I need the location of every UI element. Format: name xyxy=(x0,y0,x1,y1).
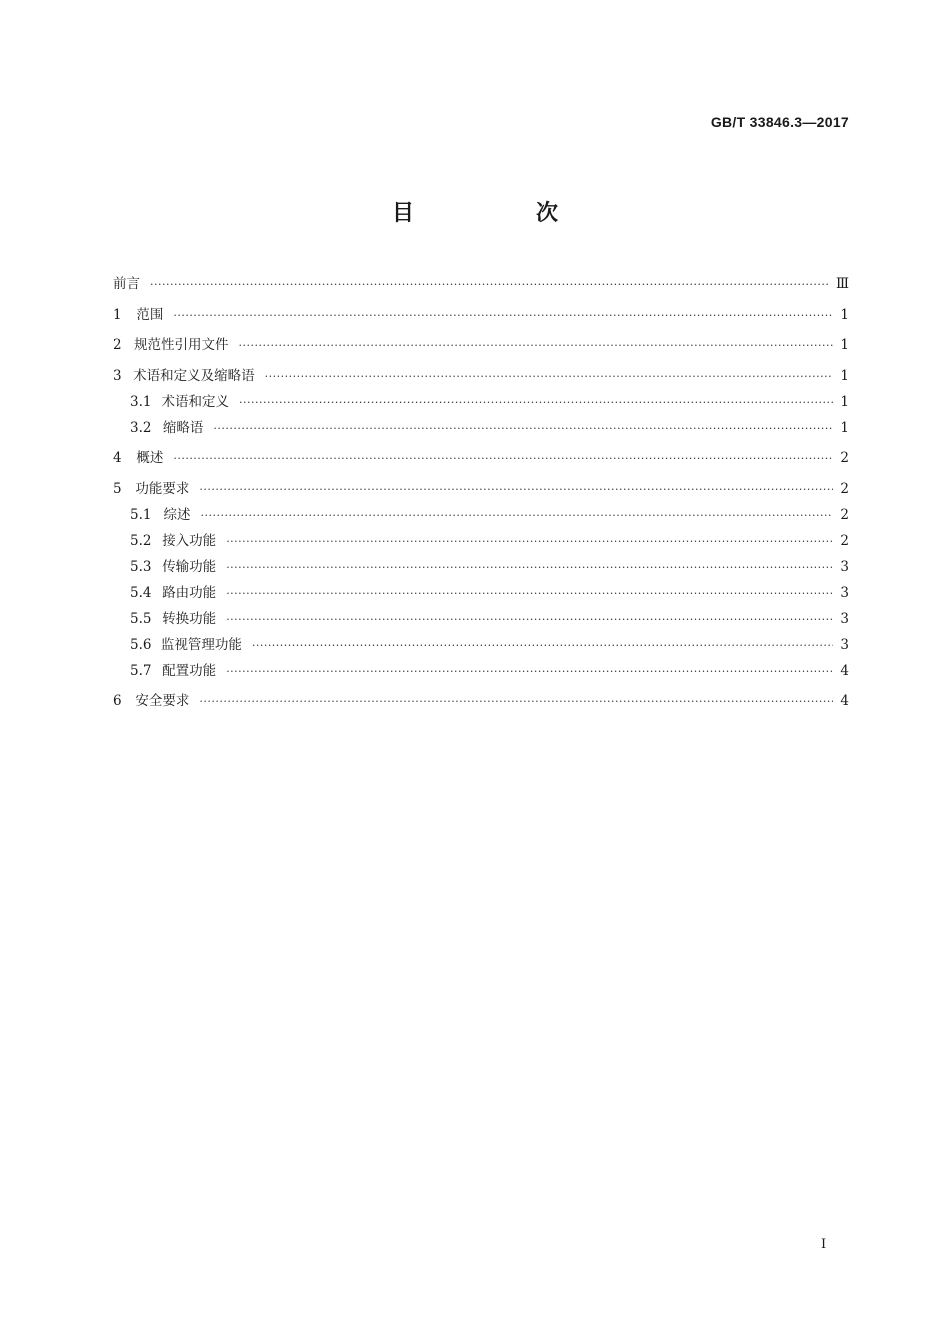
toc-entry-page: 3 xyxy=(840,558,849,575)
toc-leader xyxy=(199,480,833,500)
toc-leader xyxy=(239,336,833,356)
toc-entry-number: 5.3 xyxy=(130,558,152,575)
toc-leader xyxy=(226,558,833,578)
toc-entry-label: 术语和定义 xyxy=(161,393,229,410)
toc-subentry[interactable] xyxy=(113,661,849,682)
toc-entry[interactable] xyxy=(113,305,849,326)
toc-entry-page: 4 xyxy=(840,693,849,709)
toc-entry-label: 综述 xyxy=(163,506,191,523)
toc-subentry[interactable] xyxy=(113,531,849,552)
standard-code: GB/T 33846.3—2017 xyxy=(710,114,849,130)
toc-entry-number: 1 xyxy=(113,306,122,323)
toc-entry-label: 监视管理功能 xyxy=(160,636,242,653)
toc-entry[interactable] xyxy=(113,335,849,356)
toc-entry-label: 缩略语 xyxy=(162,419,204,436)
toc-entry-number: 5.6 xyxy=(130,636,152,653)
toc-entry-label: 规范性引用文件 xyxy=(134,337,229,353)
toc-leader xyxy=(252,636,833,656)
toc-leader xyxy=(173,306,833,326)
toc-entry-number: 3 xyxy=(113,367,122,384)
toc-entry-label: 配置功能 xyxy=(162,662,217,679)
toc-entry-label: 安全要求 xyxy=(135,693,190,709)
toc-entry-label: 术语和定义及缩略语 xyxy=(133,367,255,384)
toc-leader xyxy=(265,367,833,387)
toc-subentry[interactable] xyxy=(113,505,849,526)
toc-entry-number: 5.4 xyxy=(130,584,152,601)
toc-entry-page: 1 xyxy=(840,367,849,384)
toc-entry-number: 5.1 xyxy=(130,506,152,523)
page-number: I xyxy=(821,1237,827,1252)
toc-entry[interactable] xyxy=(113,691,849,712)
toc-leader xyxy=(201,506,833,526)
toc-entry-number: 5.7 xyxy=(130,662,152,679)
table-of-contents xyxy=(113,271,849,712)
toc-leader xyxy=(226,584,833,604)
toc-subentry[interactable] xyxy=(113,583,849,604)
toc-entry-number: 3.1 xyxy=(130,393,152,410)
toc-entry-number: 5.5 xyxy=(130,610,152,627)
toc-entry-page: 3 xyxy=(840,610,849,627)
toc-entry-page: 2 xyxy=(840,450,849,466)
toc-entry-number: 2 xyxy=(113,337,122,353)
toc-entry-page: 1 xyxy=(840,393,849,410)
toc-entry-page: 1 xyxy=(840,419,849,436)
toc-subentry[interactable] xyxy=(113,418,849,439)
toc-entry-page: 2 xyxy=(840,480,849,497)
toc-leader xyxy=(239,393,833,413)
toc-entry-label: 路由功能 xyxy=(162,584,217,601)
toc-leader xyxy=(213,419,833,439)
toc-entry-page: 2 xyxy=(840,506,849,523)
toc-leader xyxy=(199,692,833,712)
toc-entry-number: 4 xyxy=(113,450,122,466)
toc-entry-label: 接入功能 xyxy=(162,532,217,549)
toc-entry[interactable] xyxy=(113,448,849,469)
toc-subentry[interactable] xyxy=(113,609,849,630)
toc-entry-page: Ⅲ xyxy=(835,276,849,292)
toc-leader xyxy=(226,610,833,630)
toc-subentry[interactable] xyxy=(113,557,849,578)
toc-leader xyxy=(226,662,833,682)
toc-entry-label: 转换功能 xyxy=(162,610,217,627)
toc-subentry[interactable] xyxy=(113,392,849,413)
toc-entry-number: 5.2 xyxy=(130,532,152,549)
toc-leader xyxy=(173,449,833,469)
toc-entry-number: 3.2 xyxy=(130,419,152,436)
toc-entry-label: 范围 xyxy=(136,306,164,323)
toc-leader xyxy=(226,532,833,552)
toc-entry-page: 2 xyxy=(840,532,849,549)
toc-subentry[interactable] xyxy=(113,635,849,656)
toc-entry[interactable] xyxy=(113,366,849,387)
toc-entry-foreword[interactable] xyxy=(113,274,849,295)
toc-entry-label: 概述 xyxy=(136,450,164,466)
toc-entry[interactable] xyxy=(113,479,849,500)
toc-entry-page: 1 xyxy=(840,306,849,323)
toc-entry-label: 传输功能 xyxy=(162,558,217,575)
page-title: 目 次 xyxy=(391,201,608,226)
toc-leader xyxy=(150,275,830,295)
toc-entry-label: 功能要求 xyxy=(135,480,190,497)
toc-entry-number: 5 xyxy=(113,480,122,497)
toc-entry-number: 6 xyxy=(113,693,122,709)
toc-entry-page: 3 xyxy=(840,636,849,653)
toc-entry-page: 3 xyxy=(840,584,849,601)
toc-entry-page: 4 xyxy=(840,662,849,679)
toc-entry-page: 1 xyxy=(840,337,849,353)
toc-entry-label: 前言 xyxy=(113,276,140,292)
